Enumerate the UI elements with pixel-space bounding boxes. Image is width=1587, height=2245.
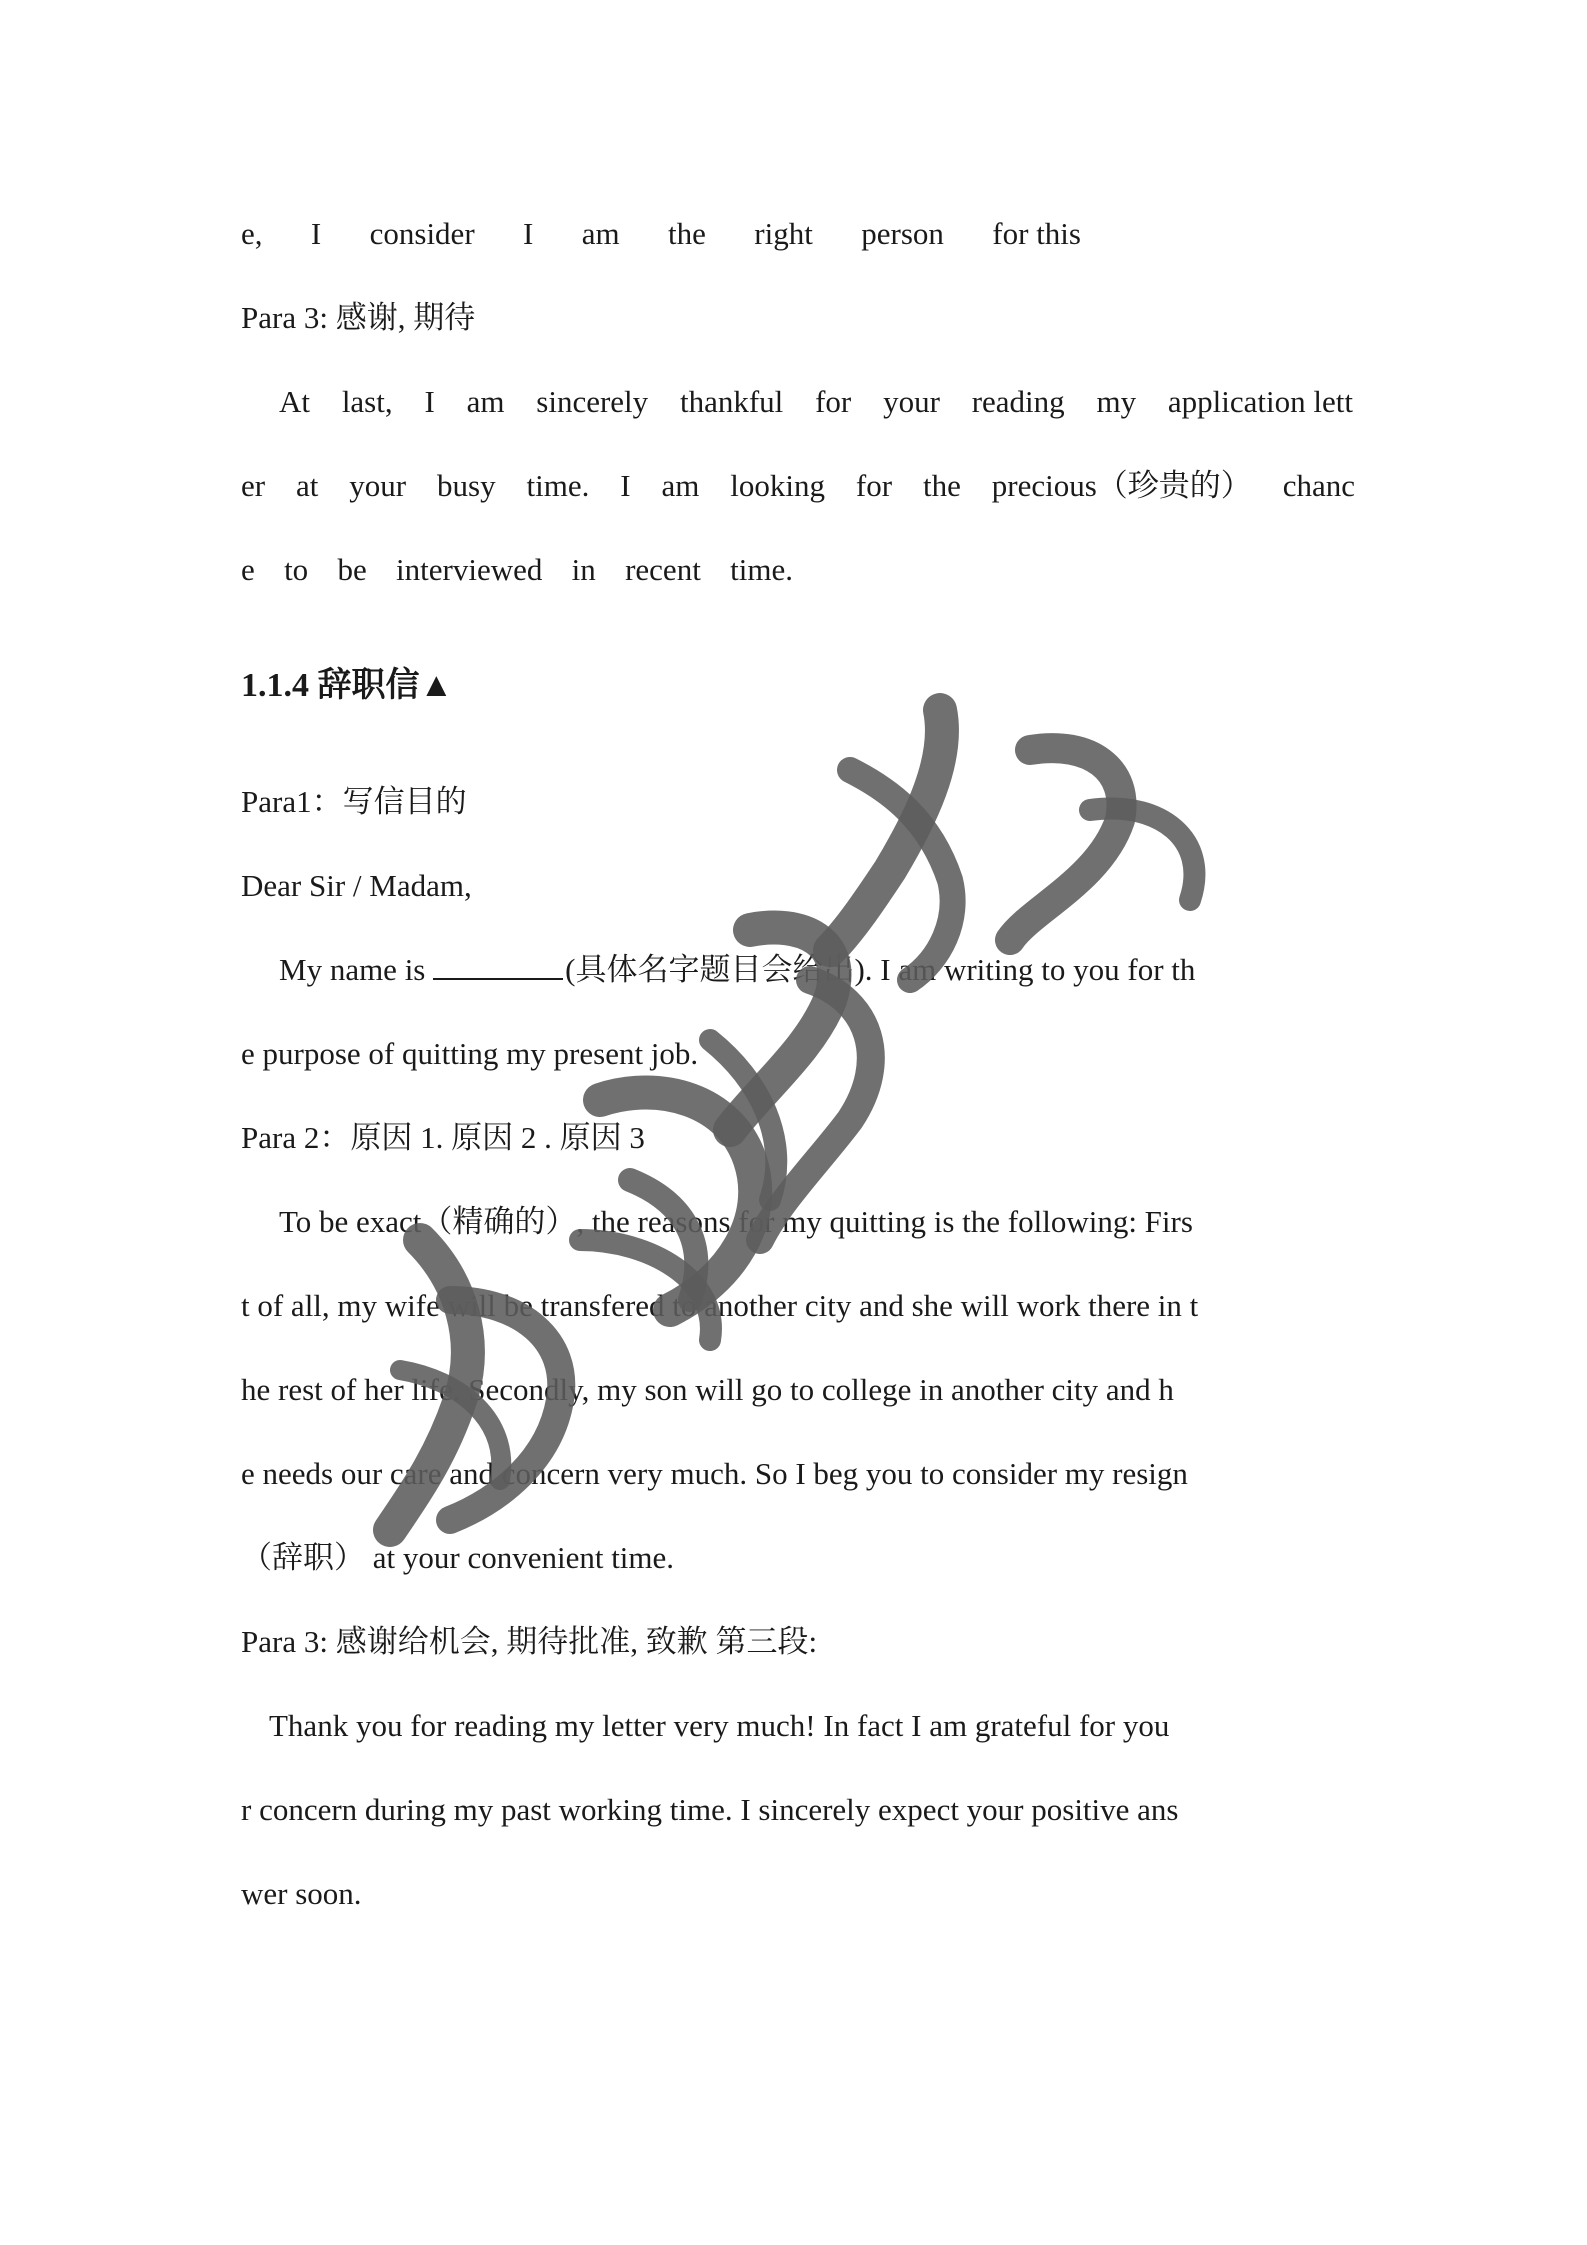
text-line: wer soon. [241,1876,362,1911]
text-line: t of all, my wife will be transfered to another city and she will work there in t [241,1288,1199,1323]
word: person [861,216,944,251]
salutation: Dear Sir / Madam, [241,868,472,903]
word: I [310,216,322,251]
word: am [581,216,620,251]
word: consider [369,216,475,251]
para-3-label: Para 3: 感谢给机会, 期待批准, 致歉 第三段: [241,1624,818,1659]
name-blank [433,952,563,980]
section-heading: 1.1.4 辞职信▲ [241,667,454,704]
word: e, [241,216,263,251]
text-line: e purpose of quitting my present job. [241,1036,699,1071]
text-line: （辞职） at your convenient time. [241,1540,675,1575]
text-line: My name is (具体名字题目会给出). I am writing to you for th [279,952,1196,987]
para-2-label: Para 2：原因 1. 原因 2 . 原因 3 [241,1120,645,1155]
para-3-label: Para 3: 感谢, 期待 [241,300,476,335]
text-line: e to be interviewed in recent time. [241,552,793,587]
text-line: he rest of her life. Secondly, my son will go to college in another city and h [241,1372,1174,1407]
word: the [668,216,706,251]
text-line: To be exact（精确的）, the reasons for my quitting is the following: Firs [279,1204,1193,1239]
text-line: At last, I am sincerely thankful for your reading my application lett [279,384,1353,419]
word: for this [992,216,1081,251]
text-line: er at your busy time. I am looking for the precious（珍贵的） chanc [241,468,1355,503]
para-1-label: Para1：写信目的 [241,784,467,819]
text-line: r concern during my past working time. I sincerely expect your positive ans [241,1792,1179,1827]
text-line: Thank you for reading my letter very much! In fact I am grateful for you [269,1708,1170,1743]
word: I [523,216,534,251]
text-line: e needs our care and concern very much. So I beg you to consider my resign [241,1456,1188,1491]
word: right [754,216,813,251]
text-line [241,214,1081,254]
